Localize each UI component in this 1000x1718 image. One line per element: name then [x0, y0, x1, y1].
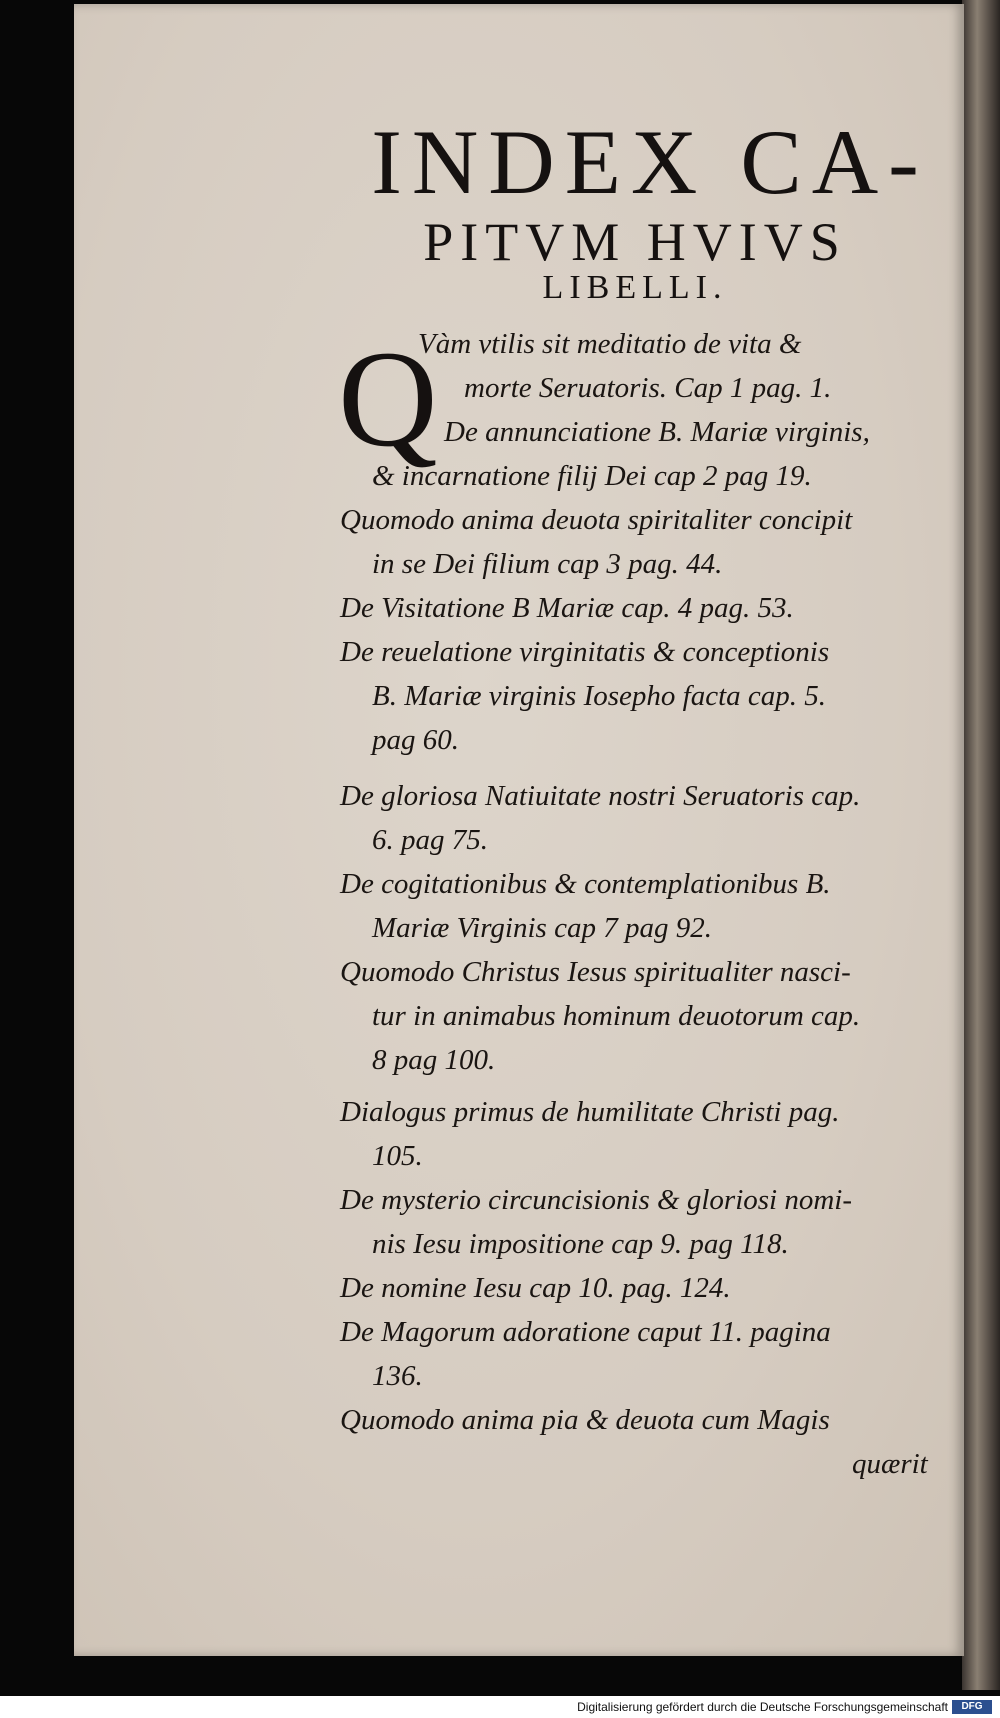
entry-line: De cogitationibus & contemplationibus B. — [340, 868, 831, 900]
drop-cap-letter: Q — [338, 322, 438, 475]
digitization-footer — [0, 1696, 1000, 1718]
entry-line: De Magorum adoratione caput 11. pagina — [340, 1316, 831, 1348]
entry-line: Quomodo Christus Iesus spiritualiter nasci- — [340, 956, 851, 988]
entry-line: 8 pag 100. — [372, 1044, 496, 1076]
entry-line: De Visitatione B Mariæ cap. 4 pag. 53. — [340, 592, 794, 624]
entry-line: & incarnatione filij Dei cap 2 pag 19. — [372, 460, 812, 492]
entry-line: De mysterio circuncisionis & gloriosi nomi- — [340, 1184, 853, 1216]
entry-line: Vàm vtilis sit meditatio de vita & — [418, 328, 802, 360]
funding-credit: Digitalisierung gefördert durch die Deutsche Forschungsgemeinschaft — [577, 1700, 948, 1714]
entry-line: quærit — [852, 1448, 928, 1480]
entry-line: Dialogus primus de humilitate Christi pag. — [340, 1096, 840, 1128]
entry-line: 105. — [372, 1140, 423, 1172]
entry-line: De reuelatione virginitatis & conceptionis — [340, 636, 830, 668]
entry-line: Quomodo anima pia & deuota cum Magis — [340, 1404, 830, 1436]
entry-line: De annunciatione B. Mariæ virginis, — [444, 416, 870, 448]
index-title-line-3: LIBELLI. — [542, 269, 728, 306]
entry-line: in se Dei filium cap 3 pag. 44. — [372, 548, 723, 580]
entry-line: Mariæ Virginis cap 7 pag 92. — [372, 912, 712, 944]
page-edge — [962, 0, 1000, 1690]
entry-line: nis Iesu impositione cap 9. pag 118. — [372, 1228, 789, 1260]
entry-line: 136. — [372, 1360, 423, 1392]
index-title-line-2: PITVM HVIVS — [423, 212, 847, 272]
entry-line: Quomodo anima deuota spiritaliter concipit — [340, 504, 853, 536]
index-title-line-1: INDEX CA- — [371, 111, 929, 213]
entry-line: tur in animabus hominum deuotorum cap. — [372, 1000, 861, 1032]
entry-line: 6. pag 75. — [372, 824, 488, 856]
entry-line: morte Seruatoris. Cap 1 pag. 1. — [464, 372, 832, 404]
entry-line: De nomine Iesu cap 10. pag. 124. — [340, 1272, 731, 1304]
entry-line: B. Mariæ virginis Iosepho facta cap. 5. — [372, 680, 827, 712]
dfg-logo: DFG — [952, 1700, 992, 1714]
entry-line: pag 60. — [372, 724, 459, 756]
entry-line: De gloriosa Natiuitate nostri Seruatoris cap. — [340, 780, 861, 812]
